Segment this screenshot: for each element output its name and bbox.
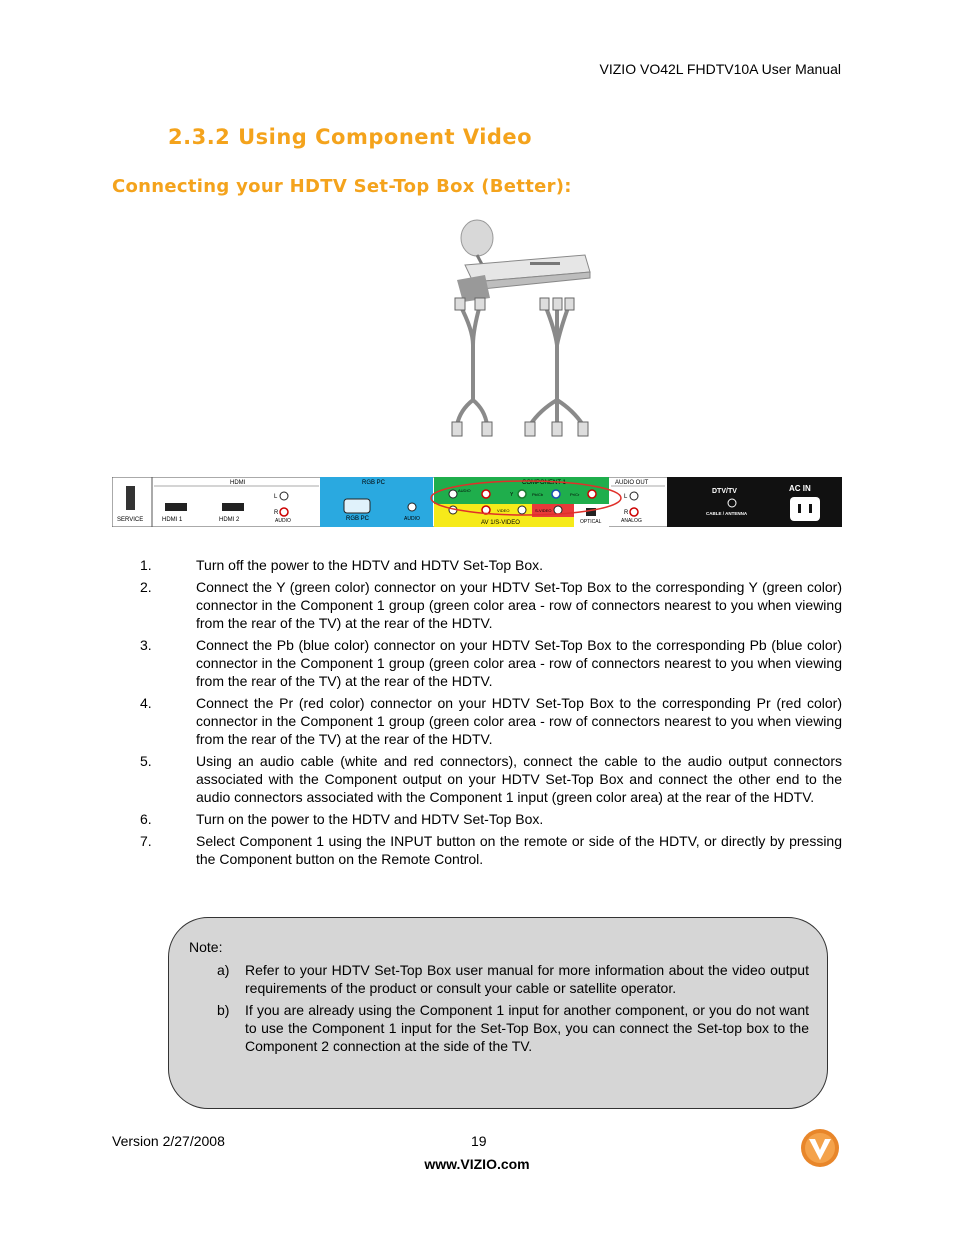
vga-port-icon bbox=[344, 499, 370, 513]
subsection-heading: Connecting your HDTV Set-Top Box (Better): bbox=[112, 176, 572, 197]
step-number: 5. bbox=[140, 753, 152, 769]
step-number: 2. bbox=[140, 579, 152, 595]
component-pr-jack-icon bbox=[588, 490, 596, 498]
ac-in-label: AC IN bbox=[789, 484, 811, 493]
component-pb-jack-icon bbox=[552, 490, 560, 498]
step-number: 7. bbox=[140, 833, 152, 849]
instruction-steps bbox=[112, 556, 842, 872]
audio-out-l-label: L bbox=[624, 494, 628, 500]
audio-r-label: R bbox=[274, 510, 279, 516]
optical-label: OPTICAL bbox=[580, 519, 602, 525]
note-text: Refer to your HDTV Set-Top Box user manual for more information about the video output requirements of the product or consult your cable or satellite operator. bbox=[245, 962, 809, 996]
av1-label: AV 1/S-VIDEO bbox=[481, 520, 520, 526]
vizio-logo-icon bbox=[800, 1128, 840, 1168]
svideo-jack-icon bbox=[554, 506, 562, 514]
set-top-box-cable-illustration bbox=[445, 210, 595, 450]
audio-r-jack-icon bbox=[280, 508, 288, 516]
component1-label: COMPONENT 1 bbox=[522, 480, 566, 486]
rgb-pc-label: RGB PC bbox=[346, 516, 370, 522]
note-item bbox=[189, 1001, 809, 1055]
step-text: Turn on the power to the HDTV and HDTV Set-Top Box. bbox=[196, 811, 544, 827]
audio-cable-icon bbox=[457, 305, 487, 425]
pc-audio-jack-icon bbox=[408, 503, 416, 511]
audio-l-jack-icon bbox=[280, 492, 288, 500]
audio-l-label: L bbox=[274, 494, 278, 500]
step-item bbox=[112, 810, 842, 828]
component-pb-label: Pb/Cb bbox=[532, 492, 544, 497]
step-item bbox=[112, 752, 842, 806]
hdmi1-port-icon bbox=[165, 503, 187, 511]
analog-label: ANALOG bbox=[621, 518, 642, 524]
rear-connector-panel bbox=[112, 477, 842, 527]
audio-out-r-jack-icon bbox=[630, 508, 638, 516]
pc-audio-label: AUDIO bbox=[404, 516, 420, 522]
audio-out-l-jack-icon bbox=[630, 492, 638, 500]
rgb-pc-header-label: RGB PC bbox=[362, 480, 386, 486]
step-item bbox=[112, 556, 842, 574]
step-number: 3. bbox=[140, 637, 152, 653]
document-header-title: VIZIO VO42L FHDTV10A User Manual bbox=[599, 61, 841, 77]
service-port-icon bbox=[126, 486, 135, 510]
step-number: 1. bbox=[140, 557, 152, 573]
av-svideo-label: S-VIDEO bbox=[535, 508, 552, 513]
step-text: Connect the Y (green color) connector on your HDTV Set-Top Box to the corresponding Y (green color) connector in the Component 1 group (green color area - row of connectors nearest to you when viewing from the rear of the TV) at the rear of the HDTV. bbox=[196, 579, 842, 631]
note-list bbox=[189, 961, 809, 1059]
av-video-jack-icon bbox=[518, 506, 526, 514]
note-label: Note: bbox=[189, 939, 223, 955]
component-audio-label: AUDIO bbox=[458, 488, 471, 493]
service-label: SERVICE bbox=[117, 517, 144, 523]
component-audio-l-jack-icon bbox=[449, 490, 457, 498]
hdmi1-label: HDMI 1 bbox=[162, 517, 183, 523]
section-heading: 2.3.2 Using Component Video bbox=[168, 125, 533, 149]
component-y-jack-icon bbox=[518, 490, 526, 498]
step-item bbox=[112, 578, 842, 632]
audio-out-label: AUDIO OUT bbox=[615, 480, 649, 486]
step-item bbox=[112, 636, 842, 690]
step-number: 4. bbox=[140, 695, 152, 711]
power-socket-icon bbox=[790, 497, 820, 521]
note-text: If you are already using the Component 1 input for another component, or you do not want to use the Component 1 input for the Set-Top Box, you can connect the Set-top box to the Component 2 connection at the side of the TV. bbox=[245, 1002, 809, 1054]
audio-out-r-label: R bbox=[624, 510, 629, 516]
cable-antenna-label: CABLE / ANTENNA bbox=[706, 511, 748, 516]
component-y-label: Y bbox=[510, 492, 514, 498]
note-item bbox=[189, 961, 809, 997]
hdmi-label: HDMI bbox=[230, 480, 246, 486]
component-audio-r-jack-icon bbox=[482, 490, 490, 498]
step-number: 6. bbox=[140, 811, 152, 827]
step-text: Using an audio cable (white and red connectors), connect the cable to the audio output connectors associated with the Component output on your HDTV Set-Top Box and connect the other end to the audio connectors associated with the Component 1 input (green color area) at the rear of the HDTV. bbox=[196, 753, 842, 805]
note-letter: a) bbox=[217, 962, 230, 978]
hdmi2-port-icon bbox=[222, 503, 244, 511]
av-video-label: VIDEO bbox=[497, 508, 510, 513]
footer-version: Version 2/27/2008 bbox=[112, 1133, 225, 1149]
step-text: Select Component 1 using the INPUT button on the remote or side of the HDTV, or directly by pressing the Component button on the Remote Control. bbox=[196, 833, 842, 867]
note-box bbox=[168, 917, 828, 1109]
component-pr-label: Pr/Cr bbox=[570, 492, 580, 497]
note-letter: b) bbox=[217, 1002, 230, 1018]
step-text: Connect the Pb (blue color) connector on your HDTV Set-Top Box to the corresponding Pb (blue color) connector in the Component 1 group (green color area - row of connectors nearest to you when viewing from the rear of the TV) at the rear of the HDTV. bbox=[196, 637, 842, 689]
footer-url: www.VIZIO.com bbox=[424, 1156, 530, 1172]
step-text: Turn off the power to the HDTV and HDTV Set-Top Box. bbox=[196, 557, 544, 573]
hdmi-audio-label: AUDIO bbox=[275, 518, 291, 524]
satellite-dish-icon bbox=[461, 220, 493, 270]
step-item bbox=[112, 694, 842, 748]
page-number: 19 bbox=[471, 1133, 487, 1149]
hdmi2-label: HDMI 2 bbox=[219, 517, 240, 523]
dtv-label: DTV/TV bbox=[712, 488, 737, 495]
step-text: Connect the Pr (red color) connector on your HDTV Set-Top Box to the corresponding Pr (red color) connector in the Component 1 group (green color area - row of connectors nearest to you when viewing from the rear of the TV) at the rear of the HDTV. bbox=[196, 695, 842, 747]
component-cable-icon bbox=[530, 305, 583, 425]
step-item bbox=[112, 832, 842, 868]
